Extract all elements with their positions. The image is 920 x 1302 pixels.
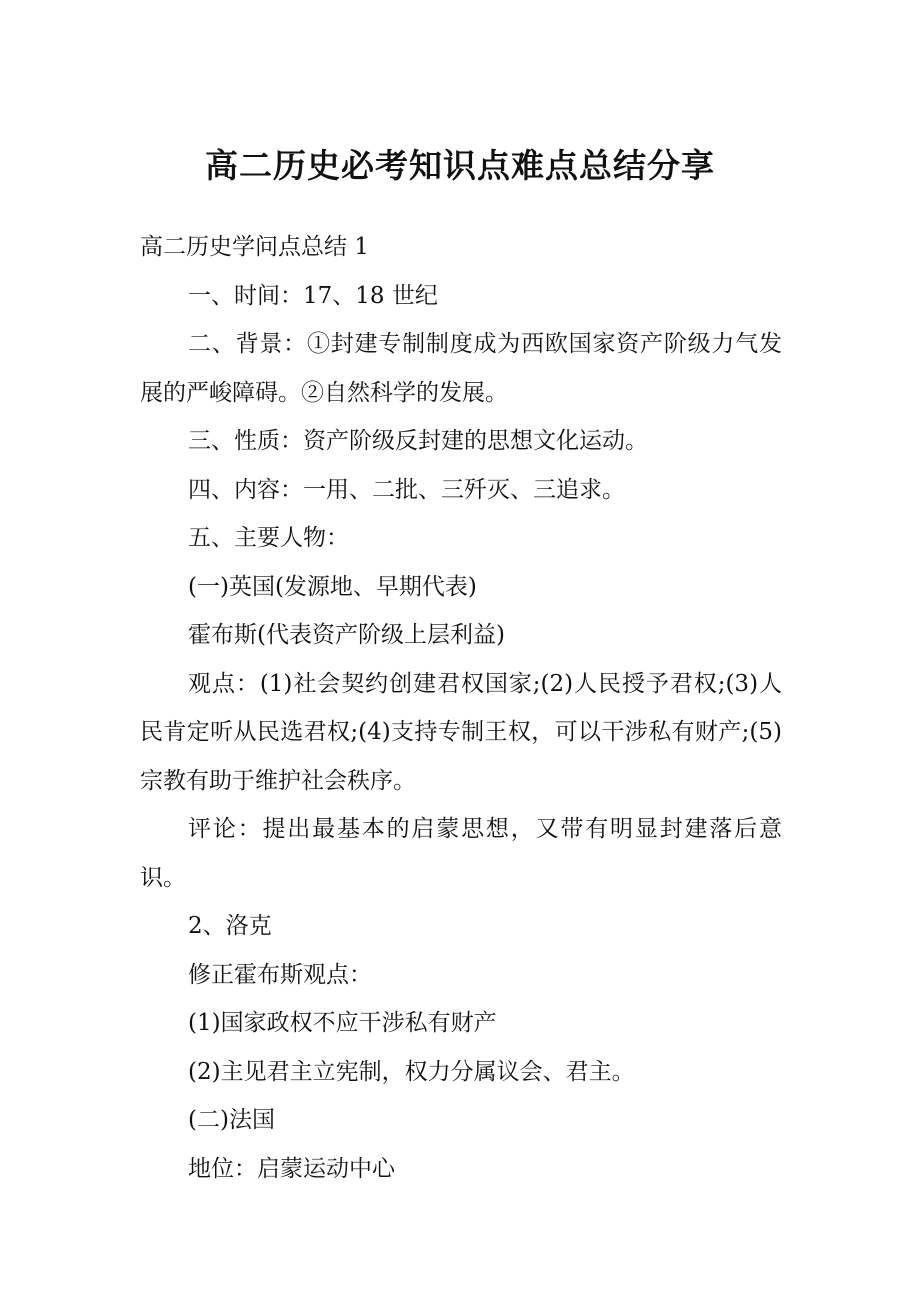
- document-title: 高二历史必考知识点难点总结分享: [205, 146, 715, 185]
- paragraph-8: 霍布斯(代表资产阶级上层利益): [188, 622, 505, 648]
- paragraph-13: (1)国家政权不应干涉私有财产: [188, 1010, 497, 1036]
- paragraph-1: 高二历史学问点总结 1: [140, 234, 369, 260]
- paragraph-12: 修正霍布斯观点：: [188, 961, 372, 988]
- paragraph-3: 二、背景：①封建专制制度成为西欧国家资产阶级力气发展的严峻障碍。②自然科学的发展。: [140, 331, 782, 406]
- paragraph-4: 三、性质：资产阶级反封建的思想文化运动。: [188, 428, 648, 454]
- paragraph-7: (一)英国(发源地、早期代表): [188, 573, 477, 600]
- document-body: [140, 223, 782, 1193]
- paragraph-2: 一、时间：17、18 世纪: [188, 282, 438, 309]
- paragraph-14: (2)主见君主立宪制，权力分属议会、君主。: [188, 1058, 635, 1085]
- paragraph-6: 五、主要人物：: [188, 525, 349, 551]
- paragraph-5: 四、内容：一用、二批、三歼灭、三追求。: [188, 476, 625, 503]
- paragraph-15: (二)法国: [188, 1107, 275, 1133]
- paragraph-16: 地位：启蒙运动中心: [188, 1155, 395, 1182]
- paragraph-11: 2、洛克: [188, 913, 272, 939]
- paragraph-10: 评论：提出最基本的启蒙思想，又带有明显封建落后意识。: [140, 816, 782, 891]
- paragraph-9: 观点：(1)社会契约创建君权国家;(2)人民授予君权;(3)人民肯定听从民选君权;(4)支持专制王权，可以干涉私有财产;(5)宗教有助于维护社会秩序。: [140, 670, 782, 794]
